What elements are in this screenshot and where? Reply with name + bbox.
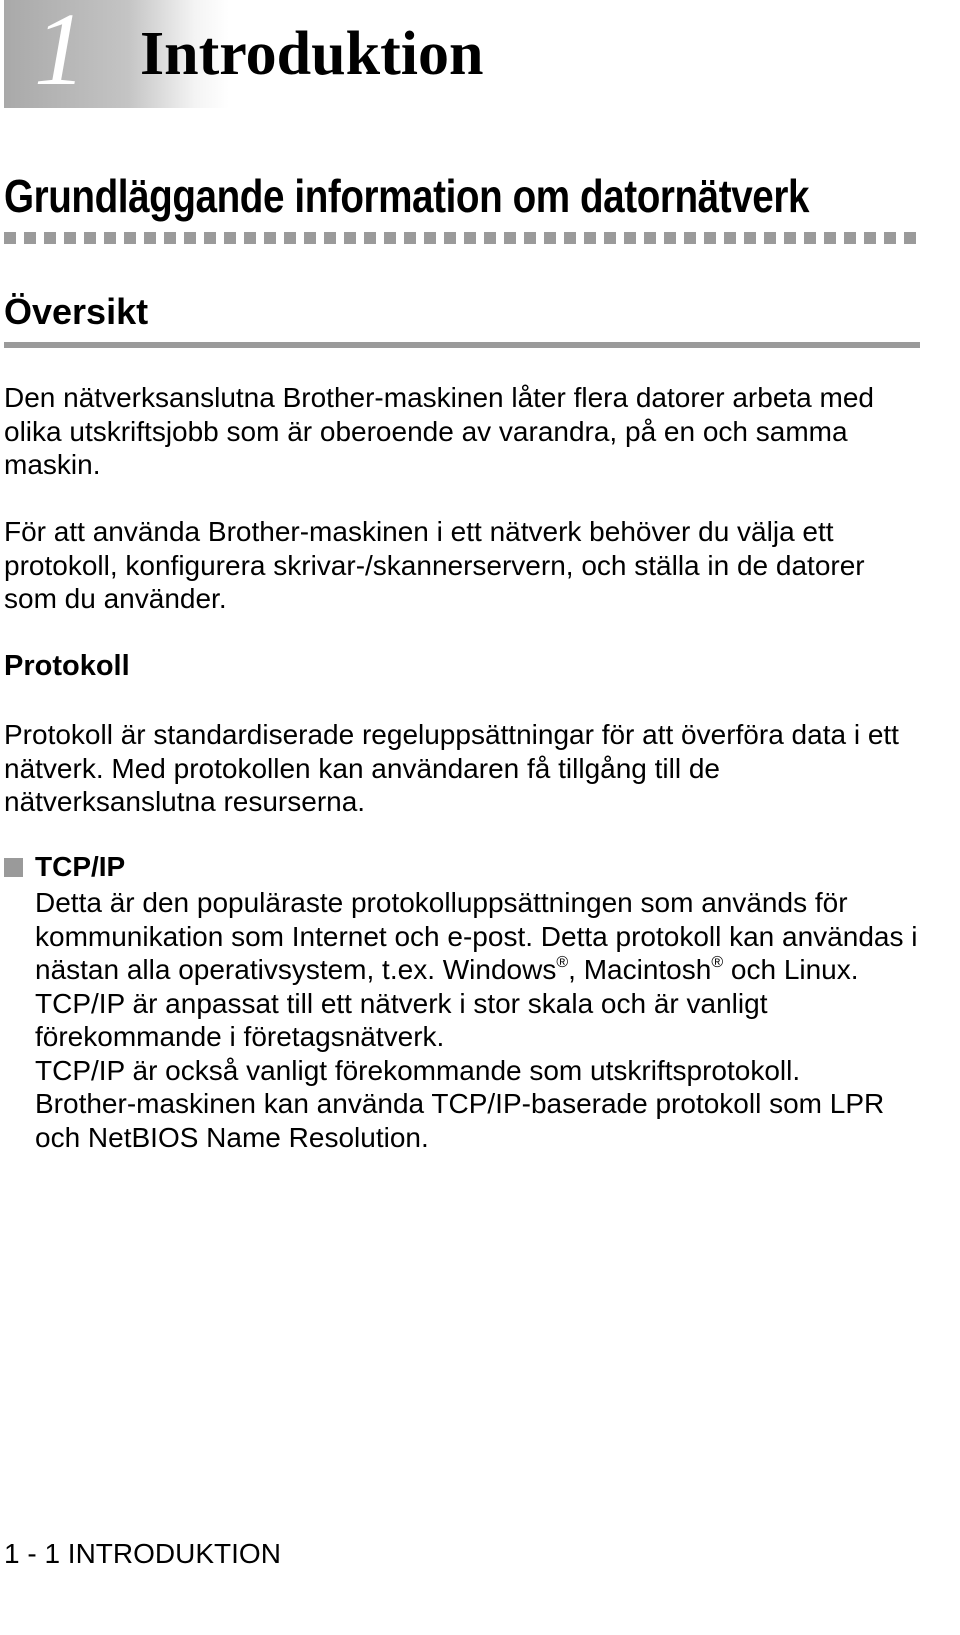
overview-paragraph-2: För att använda Brother-maskinen i ett nätverk behöver du välja ett protokoll, konfigurera skrivar-/skannerservern, och ställa in de datorer som du använder. <box>4 516 865 614</box>
chapter-number: 1 <box>34 0 86 107</box>
bullet-square-icon <box>4 858 23 877</box>
tcpip-line-1: Detta är den populäraste protokolluppsättningen som används för kommunikation som Internet och e-post. Detta protokoll kan användas i nästan alla operativsystem, t.ex. Windows®, Macintosh® och Linux. <box>35 887 918 985</box>
protocol-paragraph: Protokoll är standardiserade regeluppsättningar för att överföra data i ett nätverk. Med protokollen kan användaren få tillgång till de nätverksanslutna resurserna. <box>4 719 899 817</box>
tcpip-line-4: Brother-maskinen kan använda TCP/IP-baserade protokoll som LPR och NetBIOS Name Resolution. <box>35 1088 885 1153</box>
protocol-title: Protokoll <box>4 650 130 682</box>
section-divider <box>4 232 920 244</box>
tcpip-title: TCP/IP <box>35 851 126 882</box>
overview-title: Översikt <box>4 291 149 332</box>
overview-paragraph-1: Den nätverksanslutna Brother-maskinen låter flera datorer arbeta med olika utskriftsjobb som är oberoende av varandra, på en och samma maskin. <box>4 382 874 480</box>
tcpip-line-3: TCP/IP är också vanligt förekommande som utskriftsprotokoll. <box>35 1054 801 1086</box>
chapter-title: Introduktion <box>140 20 484 88</box>
registered-mark: ® <box>556 954 569 971</box>
tcpip-line-2: TCP/IP är anpassat till ett nätverk i stor skala och är vanligt förekommande i företagsnätverk. <box>35 987 768 1052</box>
registered-mark: ® <box>711 954 724 971</box>
page-footer: 1 - 1 INTRODUKTION <box>4 1538 281 1569</box>
section-title: Grundläggande information om datornätverk <box>4 170 810 222</box>
overview-divider <box>4 342 920 348</box>
tcpip-body <box>35 886 925 1154</box>
